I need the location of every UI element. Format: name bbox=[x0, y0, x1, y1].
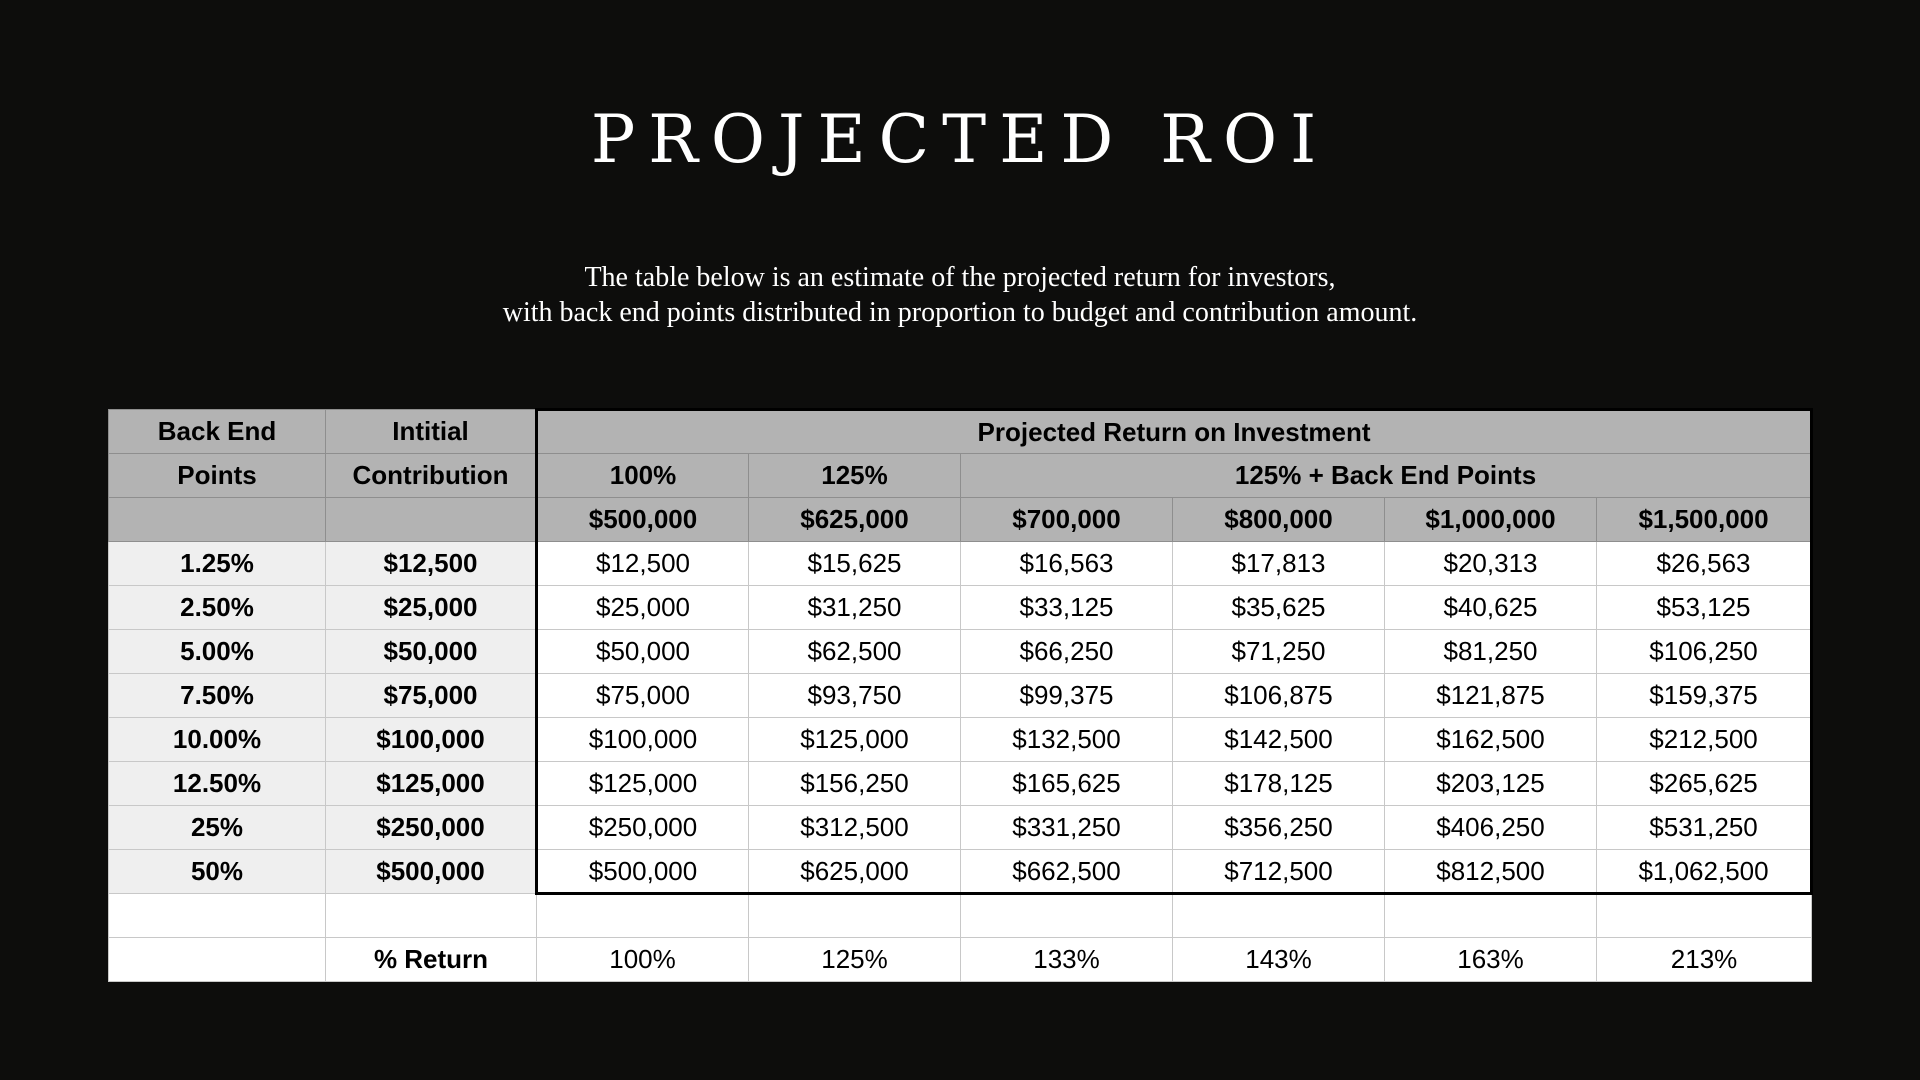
return-value-cell: $203,125 bbox=[1385, 762, 1597, 806]
return-value-cell: $159,375 bbox=[1597, 674, 1812, 718]
points-cell: 5.00% bbox=[109, 630, 326, 674]
table-row bbox=[109, 542, 1812, 586]
return-value-cell: $1,062,500 bbox=[1597, 850, 1812, 894]
return-value-cell: $178,125 bbox=[1173, 762, 1385, 806]
return-value-cell: $31,250 bbox=[749, 586, 961, 630]
return-value-cell: $81,250 bbox=[1385, 630, 1597, 674]
return-value-cell: $17,813 bbox=[1173, 542, 1385, 586]
pct-125-plus-header: 125% + Back End Points bbox=[961, 454, 1812, 498]
header-row-2 bbox=[109, 454, 1812, 498]
points-cell: 50% bbox=[109, 850, 326, 894]
return-value-cell: $20,313 bbox=[1385, 542, 1597, 586]
return-value-cell: $62,500 bbox=[749, 630, 961, 674]
points-cell: 10.00% bbox=[109, 718, 326, 762]
return-value-cell: $662,500 bbox=[961, 850, 1173, 894]
return-value-cell: $162,500 bbox=[1385, 718, 1597, 762]
contribution-cell: $75,000 bbox=[326, 674, 537, 718]
return-percent-cell: 213% bbox=[1597, 938, 1812, 982]
return-value-cell: $71,250 bbox=[1173, 630, 1385, 674]
back-end-header: Points bbox=[109, 454, 326, 498]
return-value-cell: $250,000 bbox=[537, 806, 749, 850]
table-row bbox=[109, 630, 1812, 674]
back-end-header: Back End bbox=[109, 410, 326, 454]
return-value-cell: $625,000 bbox=[749, 850, 961, 894]
empty-header-cell bbox=[326, 498, 537, 542]
return-value-cell: $25,000 bbox=[537, 586, 749, 630]
empty-cell bbox=[537, 894, 749, 938]
points-cell: 12.50% bbox=[109, 762, 326, 806]
budget-header: $1,000,000 bbox=[1385, 498, 1597, 542]
return-percent-cell: 125% bbox=[749, 938, 961, 982]
return-value-cell: $33,125 bbox=[961, 586, 1173, 630]
page-title: PROJECTED ROI bbox=[590, 101, 1330, 178]
return-value-cell: $12,500 bbox=[537, 542, 749, 586]
blank-row bbox=[109, 894, 1812, 938]
points-cell: 25% bbox=[109, 806, 326, 850]
table-row bbox=[109, 586, 1812, 630]
return-value-cell: $93,750 bbox=[749, 674, 961, 718]
return-percent-cell: 163% bbox=[1385, 938, 1597, 982]
contribution-cell: $250,000 bbox=[326, 806, 537, 850]
table-row bbox=[109, 674, 1812, 718]
empty-cell bbox=[109, 938, 326, 982]
return-value-cell: $100,000 bbox=[537, 718, 749, 762]
return-value-cell: $50,000 bbox=[537, 630, 749, 674]
return-value-cell: $106,250 bbox=[1597, 630, 1812, 674]
subtitle-line: The table below is an estimate of the projected return for investors, bbox=[584, 262, 1336, 293]
return-value-cell: $75,000 bbox=[537, 674, 749, 718]
return-percent-cell: 133% bbox=[961, 938, 1173, 982]
return-percent-cell: 143% bbox=[1173, 938, 1385, 982]
contribution-cell: $12,500 bbox=[326, 542, 537, 586]
empty-cell bbox=[749, 894, 961, 938]
table-row bbox=[109, 718, 1812, 762]
return-value-cell: $132,500 bbox=[961, 718, 1173, 762]
contribution-cell: $25,000 bbox=[326, 586, 537, 630]
points-cell: 7.50% bbox=[109, 674, 326, 718]
empty-cell bbox=[961, 894, 1173, 938]
roi-table bbox=[108, 408, 1813, 982]
return-value-cell: $331,250 bbox=[961, 806, 1173, 850]
contribution-cell: $100,000 bbox=[326, 718, 537, 762]
contribution-header: Intitial bbox=[326, 410, 537, 454]
contribution-cell: $125,000 bbox=[326, 762, 537, 806]
contribution-cell: $500,000 bbox=[326, 850, 537, 894]
return-value-cell: $15,625 bbox=[749, 542, 961, 586]
return-value-cell: $531,250 bbox=[1597, 806, 1812, 850]
projected-return-header: Projected Return on Investment bbox=[537, 410, 1812, 454]
return-percent-cell: 100% bbox=[537, 938, 749, 982]
return-value-cell: $99,375 bbox=[961, 674, 1173, 718]
empty-cell bbox=[1597, 894, 1812, 938]
budget-header: $625,000 bbox=[749, 498, 961, 542]
return-value-cell: $125,000 bbox=[537, 762, 749, 806]
points-cell: 1.25% bbox=[109, 542, 326, 586]
budget-header: $500,000 bbox=[537, 498, 749, 542]
contribution-header: Contribution bbox=[326, 454, 537, 498]
return-value-cell: $142,500 bbox=[1173, 718, 1385, 762]
empty-cell bbox=[326, 894, 537, 938]
points-cell: 2.50% bbox=[109, 586, 326, 630]
header-row-1 bbox=[109, 410, 1812, 454]
empty-header-cell bbox=[109, 498, 326, 542]
return-value-cell: $35,625 bbox=[1173, 586, 1385, 630]
return-value-cell: $500,000 bbox=[537, 850, 749, 894]
return-value-cell: $812,500 bbox=[1385, 850, 1597, 894]
return-value-cell: $106,875 bbox=[1173, 674, 1385, 718]
return-value-cell: $265,625 bbox=[1597, 762, 1812, 806]
table-row bbox=[109, 850, 1812, 894]
return-value-cell: $121,875 bbox=[1385, 674, 1597, 718]
return-value-cell: $26,563 bbox=[1597, 542, 1812, 586]
budget-header: $800,000 bbox=[1173, 498, 1385, 542]
return-value-cell: $16,563 bbox=[961, 542, 1173, 586]
pct-125-header: 125% bbox=[749, 454, 961, 498]
empty-cell bbox=[109, 894, 326, 938]
subtitle-line: with back end points distributed in proportion to budget and contribution amount. bbox=[502, 297, 1418, 328]
return-value-cell: $212,500 bbox=[1597, 718, 1812, 762]
return-value-cell: $356,250 bbox=[1173, 806, 1385, 850]
empty-cell bbox=[1385, 894, 1597, 938]
return-value-cell: $312,500 bbox=[749, 806, 961, 850]
budget-row bbox=[109, 498, 1812, 542]
subtitle bbox=[0, 260, 1920, 330]
budget-header: $700,000 bbox=[961, 498, 1173, 542]
return-value-cell: $712,500 bbox=[1173, 850, 1385, 894]
return-value-cell: $53,125 bbox=[1597, 586, 1812, 630]
return-row bbox=[109, 938, 1812, 982]
table-row bbox=[109, 806, 1812, 850]
empty-cell bbox=[1173, 894, 1385, 938]
return-value-cell: $125,000 bbox=[749, 718, 961, 762]
return-value-cell: $165,625 bbox=[961, 762, 1173, 806]
return-value-cell: $66,250 bbox=[961, 630, 1173, 674]
return-value-cell: $40,625 bbox=[1385, 586, 1597, 630]
return-value-cell: $406,250 bbox=[1385, 806, 1597, 850]
budget-header: $1,500,000 bbox=[1597, 498, 1812, 542]
return-value-cell: $156,250 bbox=[749, 762, 961, 806]
pct-100-header: 100% bbox=[537, 454, 749, 498]
contribution-cell: $50,000 bbox=[326, 630, 537, 674]
return-label: % Return bbox=[326, 938, 537, 982]
table-row bbox=[109, 762, 1812, 806]
